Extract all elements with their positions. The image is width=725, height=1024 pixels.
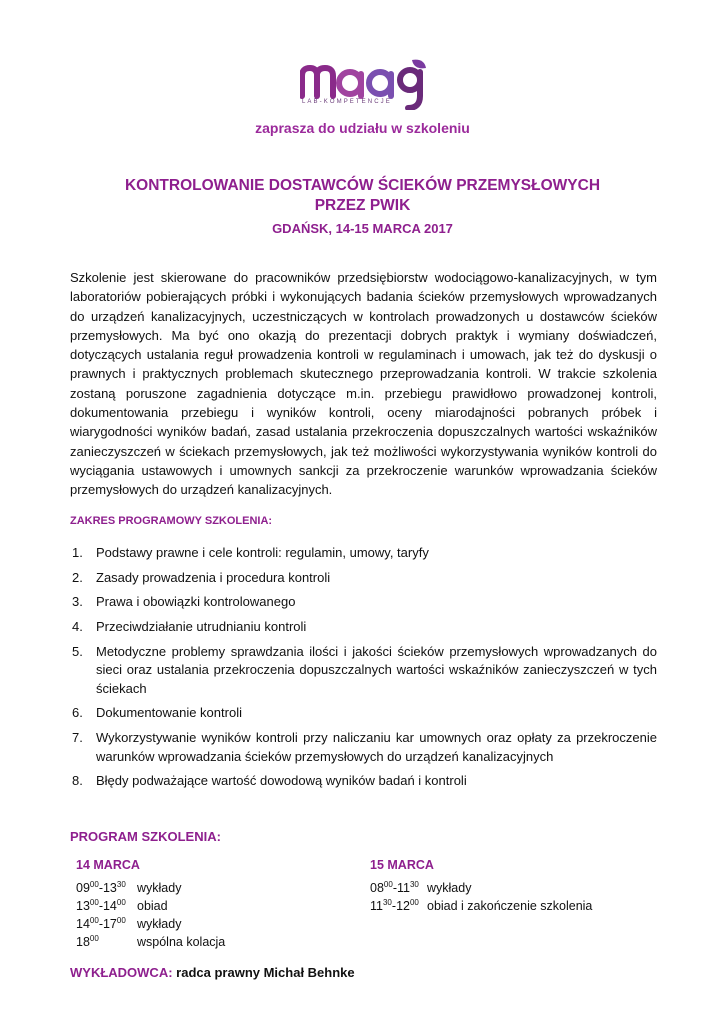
intro-paragraph: Szkolenie jest skierowane do pracowników przedsiębiorstw wodociągowo-kanalizacyjnych, w tym laboratoriów pobierających próbki i wykonujących badania ścieków przemysłowych wprowadzanych do urządzeń kanalizacyjnych, uczestniczących w kontrolach prowadzonych u dostawców ścieków przemysłowych. Ma być ono okazją do prezentacji dobrych praktyk i wymiany doświadczeń, dotyczących ustalania reguł prowadzenia kontroli w regulaminach i umowach, jak też do dyskusji o prawnych i praktycznych problemach skutecznego przeprowadzania kontroli. W trakcie szkolenia zostaną poruszone zagadnienia dotyczące m.in. przebiegu prawidłowo prowadzonej kontroli, dokumentowania przebiegu i wyników kontroli, oceny miarodajności pobranych próbek i wiarygodności wyników badań, zasad ustalania przekroczenia dopuszczalnych wartości wskaźników zanieczyszczeń w ściekach przemysłowych, jak też możliwości wykorzystywania wyników kontroli do wyciągania ustawowych i umownych sankcji za przekroczenie warunków wprowadzania ścieków przemysłowych do urządzeń kanalizacyjnych. <box>70 270 657 498</box>
list-item <box>70 593 657 612</box>
slot-time: $08^{00}-11^{30}$ <box>370 880 419 895</box>
item-text: Prawa i obowiązki kontrolowanego <box>96 594 296 610</box>
item-text: Wykorzystywanie wyników kontroli przy naliczaniu kar umownych oraz opłaty za przekroczenie warunków wprowadzania ścieków przemysłowych do urządzeń kanalizacyjnych <box>96 730 657 764</box>
item-number: 4. <box>72 619 83 635</box>
list-item <box>70 544 657 563</box>
slot-time: $09^{00}-13^{30}$ <box>76 880 126 895</box>
item-text: Błędy podważające wartość dowodową wyników badań i kontroli <box>96 773 467 789</box>
slot-time: $14^{00}-17^{00}$ <box>76 916 126 931</box>
title-line: PRZEZ PWIK <box>314 197 411 214</box>
item-text: Dokumentowanie kontroli <box>96 705 242 721</box>
company-logo <box>300 58 430 110</box>
list-item <box>70 643 657 699</box>
slot-description: wykłady <box>137 881 182 895</box>
day-label: 15 MARCA <box>370 858 434 872</box>
program-heading: PROGRAM SZKOLENIA: <box>70 829 221 844</box>
day-label: 14 MARCA <box>76 858 140 872</box>
invitation-line: zaprasza do udziału w szkoleniu <box>255 120 470 136</box>
item-number: 3. <box>72 594 83 610</box>
slot-description: wspólna kolacja <box>137 935 226 949</box>
slot-time: $13^{00}-14^{00}$ <box>76 898 126 913</box>
program-day-1 <box>76 858 225 953</box>
document-title <box>0 176 725 216</box>
item-text: Zasady prowadzenia i procedura kontroli <box>96 569 331 585</box>
program-day-2 <box>370 858 592 917</box>
lecturer-name: radca prawny Michał Behnke <box>176 965 355 980</box>
item-number: 5. <box>72 643 83 659</box>
schedule-slot <box>76 881 225 899</box>
slot-description: obiad <box>137 899 168 913</box>
item-number: 6. <box>72 705 83 721</box>
item-number: 2. <box>72 569 83 585</box>
item-text: Metodyczne problemy sprawdzania ilości i jakości ścieków przemysłowych wprowadzanych do sieci oraz ustalania przekroczenia dopuszczalnych wartości wskaźników zanieczyszczeń w tych ściekach <box>96 643 657 696</box>
item-number: 1. <box>72 545 83 560</box>
item-number: 8. <box>72 773 83 789</box>
lecturer-line <box>70 965 355 980</box>
list-item <box>70 569 657 588</box>
list-item <box>70 618 657 637</box>
slot-time: $11^{30}-12^{00}$ <box>370 898 419 913</box>
title-line: KONTROLOWANIE DOSTAWCÓW ŚCIEKÓW PRZEMYSŁOWYCH <box>124 177 601 194</box>
schedule-slot <box>370 899 592 917</box>
schedule-slot <box>76 935 225 953</box>
item-text: Podstawy prawne i cele kontroli: regulamin, umowy, taryfy <box>96 545 429 560</box>
slot-description: wykłady <box>427 881 472 895</box>
schedule-slot <box>370 881 592 899</box>
slot-time: $18^{00}$ <box>76 934 99 949</box>
scope-heading: ZAKRES PROGRAMOWY SZKOLENIA: <box>70 515 273 527</box>
item-text: Przeciwdziałanie utrudnianiu kontroli <box>96 619 307 635</box>
schedule-slot <box>76 899 225 917</box>
list-item <box>70 729 657 766</box>
list-item <box>70 704 657 723</box>
list-item <box>70 772 657 791</box>
lecturer-label: WYKŁADOWCA: <box>70 965 173 980</box>
slot-description: obiad i zakończenie szkolenia <box>427 899 593 913</box>
slot-description: wykłady <box>137 917 182 931</box>
place-and-date: GDAŃSK, 14-15 MARCA 2017 <box>272 221 453 236</box>
logo-tagline: LAB-KOMPETENCJE <box>302 99 392 105</box>
schedule-slot <box>76 917 225 935</box>
scope-list <box>70 544 657 797</box>
item-number: 7. <box>72 730 83 746</box>
